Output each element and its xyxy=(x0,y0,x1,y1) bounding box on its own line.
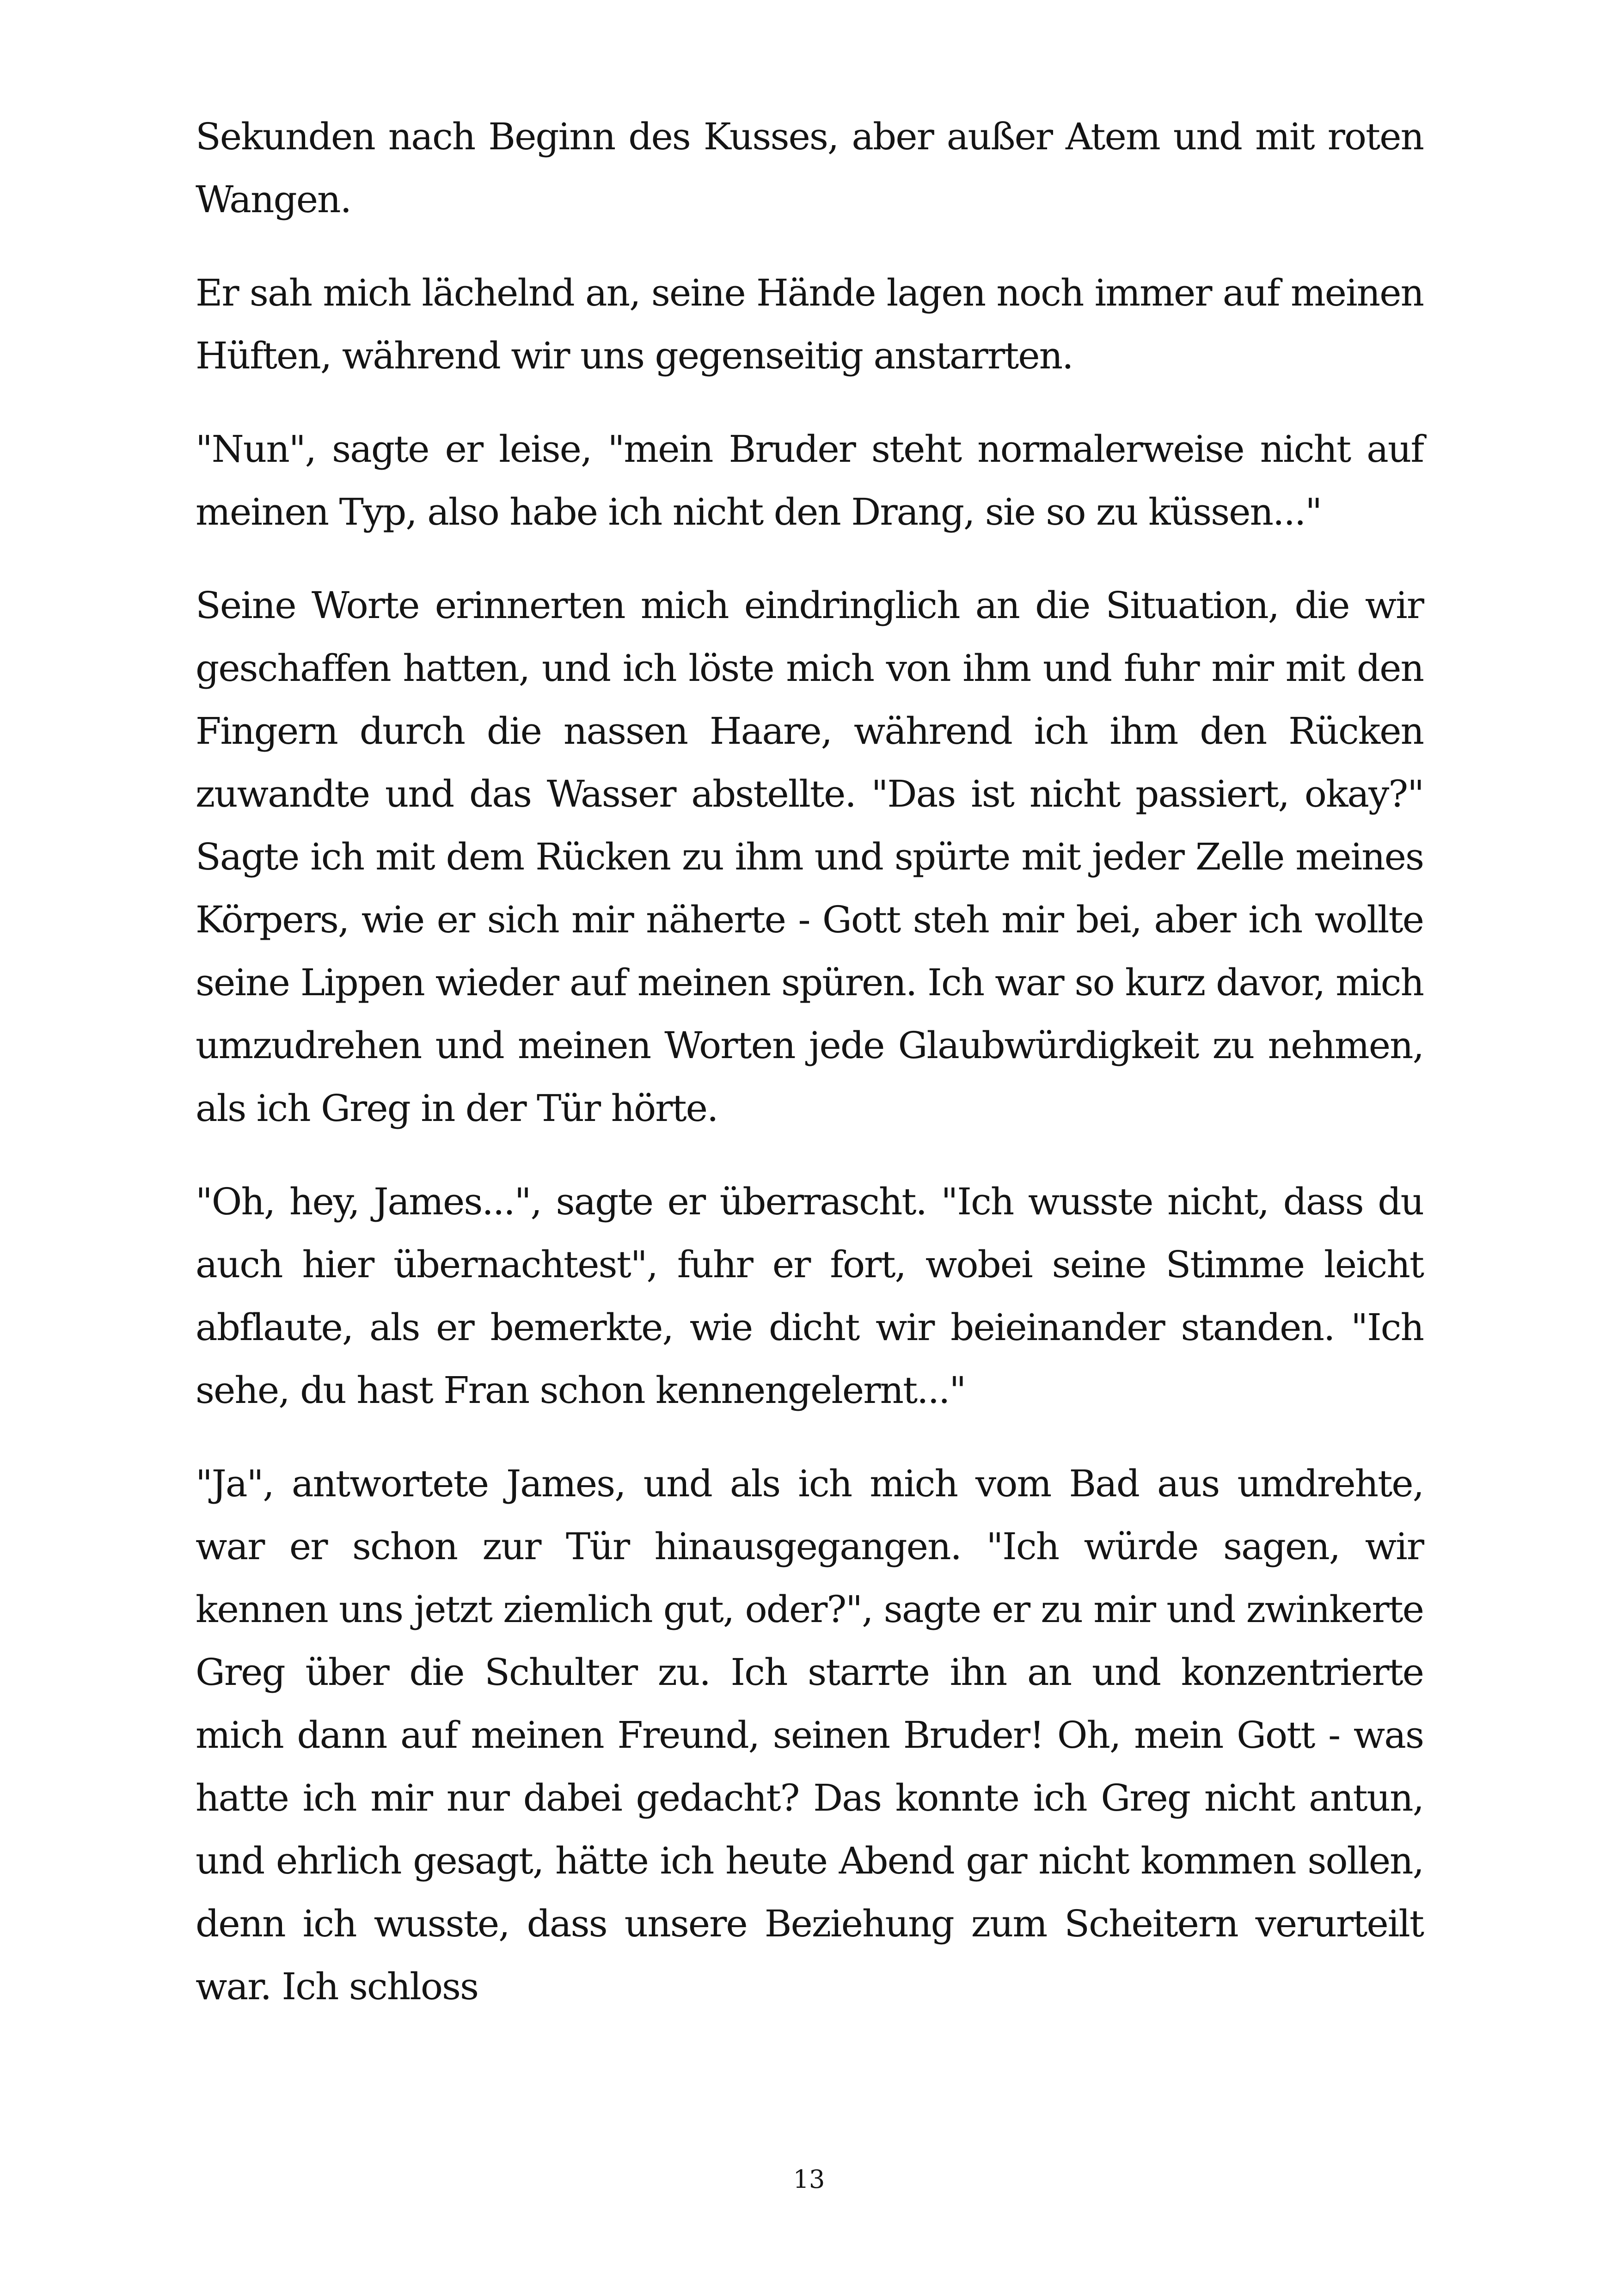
page-number: 13 xyxy=(793,2165,825,2194)
paragraph: "Ja", antwortete James, und als ich mich vom Bad aus umdrehte, war er schon zur Tür hinausgegangen. "Ich würde sagen, wir kennen uns jetzt ziemlich gut, oder?", sagte er zu mir und zwinkerte Greg über die Schulter zu. Ich starrte ihn an und konzentrierte mich dann auf meinen Freund, seinen Bruder! Oh, mein Gott - was hatte ich mir nur dabei gedacht? Das konnte ich Greg nicht antun, und ehrlich gesagt, hätte ich heute Abend gar nicht kommen sollen, denn ich wusste, dass unsere Beziehung zum Scheitern verurteilt war. Ich schloss xyxy=(196,1462,1423,2008)
paragraph: "Nun", sagte er leise, "mein Bruder steht normalerweise nicht auf meinen Typ, also habe ich nicht den Drang, sie so zu küssen..." xyxy=(196,428,1423,533)
paragraph: "Oh, hey, James...", sagte er überrascht. "Ich wusste nicht, dass du auch hier übernachtest", fuhr er fort, wobei seine Stimme leicht abflaute, als er bemerkte, wie dicht wir beieinander standen. "Ich sehe, du hast Fran schon kennengelernt..." xyxy=(196,1180,1423,1412)
paragraph: Er sah mich lächelnd an, seine Hände lagen noch immer auf meinen Hüften, während wir uns gegenseitig anstarrten. xyxy=(196,271,1423,377)
paragraph: Seine Worte erinnerten mich eindringlich an die Situation, die wir geschaffen hatten, und ich löste mich von ihm und fuhr mir mit den Fingern durch die nassen Haare, während ich ihm den Rücken zuwandte und das Wasser abstellte. "Das ist nicht passiert, okay?" Sagte ich mit dem Rücken zu ihm und spürte mit jeder Zelle meines Körpers, wie er sich mir näherte - Gott steh mir bei, aber ich wollte seine Lippen wieder auf meinen spüren. Ich war so kurz davor, mich umzudrehen und meinen Worten jede Glaubwürdigkeit zu nehmen, als ich Greg in der Tür hörte. xyxy=(196,584,1423,1130)
body-text xyxy=(196,105,1423,2018)
paragraph: Sekunden nach Beginn des Kusses, aber außer Atem und mit roten Wangen. xyxy=(196,115,1423,221)
